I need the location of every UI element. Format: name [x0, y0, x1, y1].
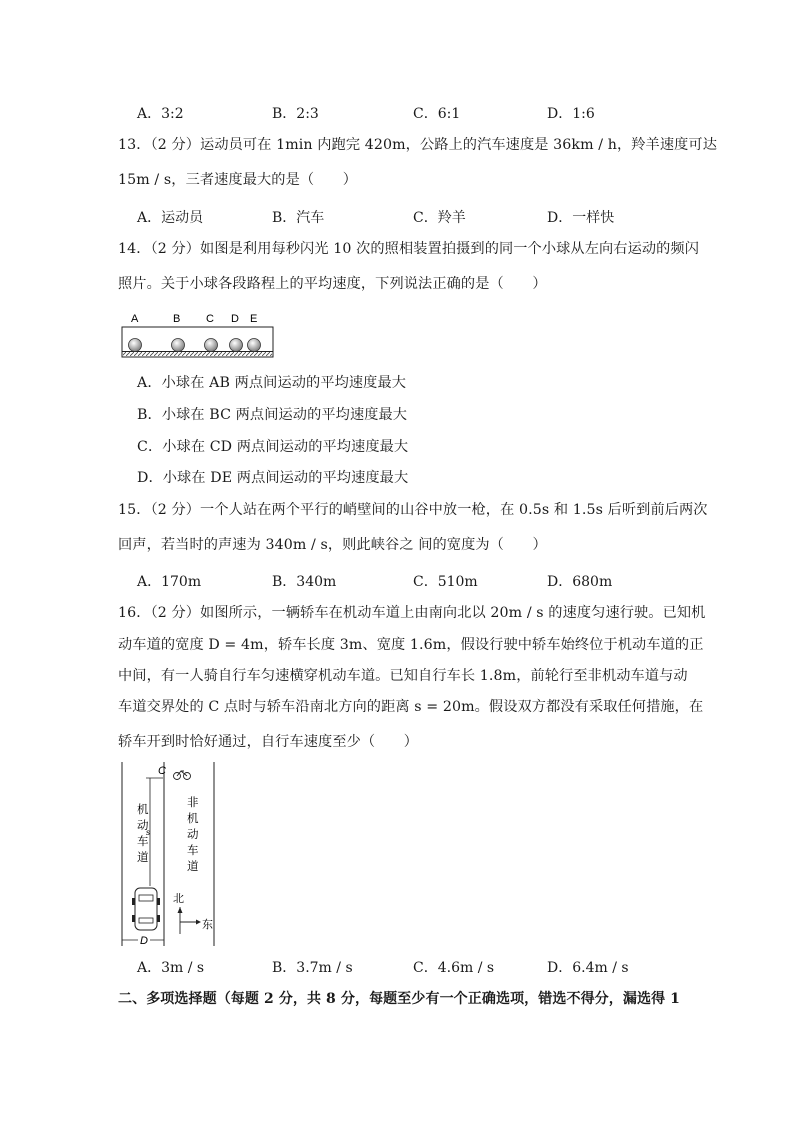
q16-motor-lane-char3: 车	[137, 836, 149, 848]
q12-option-c: C．6:1	[413, 106, 461, 122]
q16-road-figure	[118, 762, 223, 950]
q14-ball-c	[205, 339, 218, 352]
q14-option-a: A．小球在 AB 两点间运动的平均速度最大	[137, 375, 407, 391]
q14-stem-line2: 照片。关于小球各段路程上的平均速度，下列说法正确的是（ ）	[118, 276, 547, 292]
q15-option-b: B．340m	[272, 574, 337, 590]
q16-stem-line3: 中间，有一人骑自行车匀速横穿机动车道。已知自行车长 1.8m，前轮行至非机动车道与动	[118, 668, 688, 684]
q16-option-a: A．3m / s	[137, 960, 205, 976]
q14-strobe-figure	[118, 308, 278, 360]
q16-distance-label: s	[146, 828, 150, 837]
q14-ball-d	[230, 339, 243, 352]
q16-nonmotor-lane-char1: 非	[187, 797, 199, 809]
q16-nonmotor-lane-char2: 机	[187, 813, 199, 825]
q14-label-e: E	[250, 313, 258, 325]
q14-ground	[123, 352, 272, 356]
q16-motor-lane-char1: 机	[137, 804, 149, 816]
q15-option-d: D．680m	[547, 574, 613, 590]
q16-motor-lane-char2: 动	[137, 820, 149, 832]
car-icon	[132, 888, 160, 930]
q13-option-c: C．羚羊	[413, 210, 466, 226]
q14-ball-e	[248, 339, 261, 352]
q15-stem-line1: 15．（2 分）一个人站在两个平行的峭壁间的山谷中放一枪，在 0.5s 和 1.5s 后听到前后两次	[118, 502, 708, 518]
q16-option-c: C．4.6m / s	[413, 960, 495, 976]
q16-option-d: D．6.4m / s	[547, 960, 629, 976]
q14-option-b: B．小球在 BC 两点间运动的平均速度最大	[137, 407, 408, 423]
q16-width-label: D	[140, 935, 148, 947]
q14-ball-a	[129, 339, 142, 352]
q12-option-b: B．2:3	[272, 106, 319, 122]
q12-option-a: A．3:2	[137, 106, 184, 122]
q14-label-b: B	[173, 313, 181, 325]
q13-stem-line1: 13．（2 分）运动员可在 1min 内跑完 420m，公路上的汽车速度是 36km / h，羚羊速度可达	[118, 137, 717, 153]
q16-motor-lane-char4: 道	[137, 852, 149, 864]
q15-option-a: A．170m	[137, 574, 202, 590]
q14-option-d: D．小球在 DE 两点间运动的平均速度最大	[137, 470, 409, 486]
q16-stem-line1: 16．（2 分）如图所示，一辆轿车在机动车道上由南向北以 20m / s 的速度匀速行驶。已知机	[118, 605, 706, 621]
q16-stem-line5: 轿车开到时恰好通过，自行车速度至少（ ）	[118, 734, 419, 750]
q14-option-c: C．小球在 CD 两点间运动的平均速度最大	[137, 439, 409, 455]
q14-stem-line1: 14．（2 分）如图是利用每秒闪光 10 次的照相装置拍摄到的同一个小球从左向右运动的频闪	[118, 241, 700, 257]
q12-option-d: D．1:6	[547, 106, 595, 122]
q13-option-a: A．运动员	[137, 210, 204, 226]
section-2-heading: 二、多项选择题（每题 2 分，共 8 分，每题至少有一个正确选项，错选不得分，漏选得 1	[118, 991, 680, 1007]
q16-nonmotor-lane-char5: 道	[187, 861, 199, 873]
q16-nonmotor-lane-char3: 动	[187, 829, 199, 841]
q16-option-b: B．3.7m / s	[272, 960, 353, 976]
bicycle-icon	[174, 771, 191, 780]
q14-ball-b	[172, 339, 185, 352]
q15-option-c: C．510m	[413, 574, 478, 590]
q14-label-c: C	[206, 313, 214, 325]
q13-option-b: B．汽车	[272, 210, 325, 226]
q16-north-label: 北	[173, 893, 184, 905]
q13-option-d: D．一样快	[547, 210, 615, 226]
q16-stem-line4: 车道交界处的 C 点时与轿车沿南北方向的距离 s = 20m。假设双方都没有采取任何措施，在	[118, 699, 704, 715]
q13-stem-line2: 15m / s，三者速度最大的是（ ）	[118, 172, 358, 188]
q14-label-d: D	[231, 313, 239, 325]
q16-stem-line2: 动车道的宽度 D = 4m，轿车长度 3m、宽度 1.6m，假设行驶中轿车始终位于机动车道的正	[118, 637, 704, 653]
q15-stem-line2: 回声，若当时的声速为 340m / s，则此峡谷之 间的宽度为（ ）	[118, 537, 547, 553]
q14-label-a: A	[131, 313, 139, 325]
q16-nonmotor-lane-char4: 车	[187, 845, 199, 857]
q16-east-label: 东	[202, 919, 213, 931]
q16-point-c: C	[158, 765, 166, 777]
